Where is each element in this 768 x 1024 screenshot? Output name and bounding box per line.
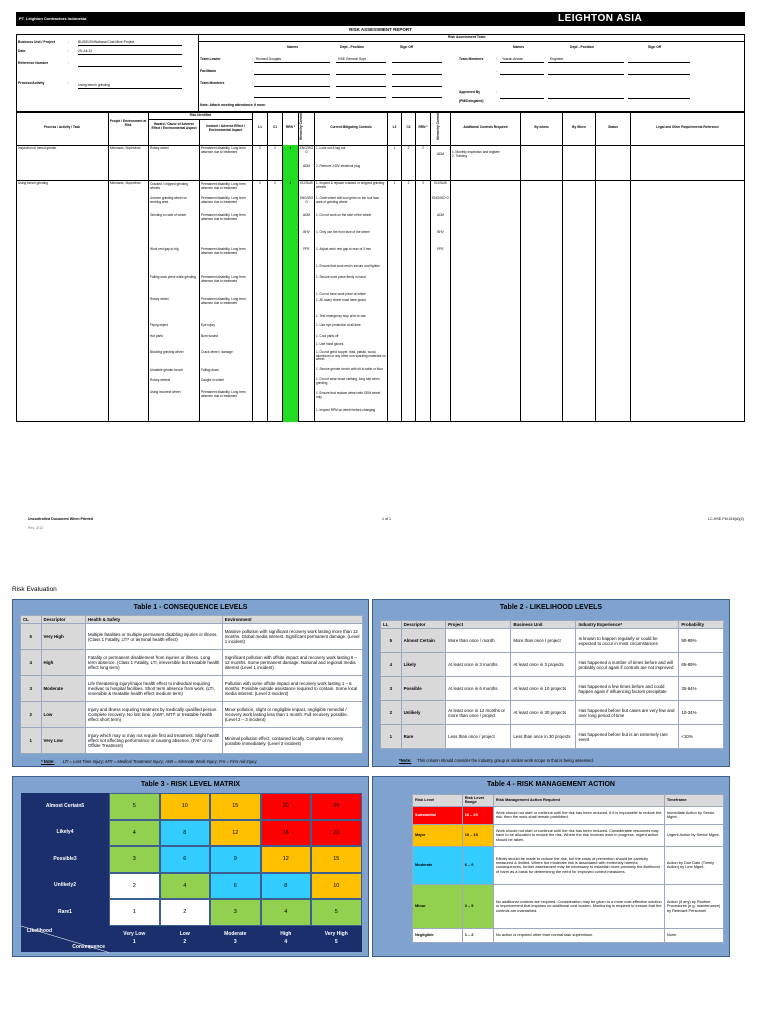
matrix-likelihood-label: Likely 4 — [21, 820, 109, 847]
table1-cell: 2 — [21, 702, 42, 728]
matrix-likelihood-label: Possible 3 — [21, 846, 109, 873]
table1-cell: Pollution with some offsite impact and recovery work lasting 1 – 6 months. Possible outside assistance required to contain. Some local media interest. (Level 2 incident) — [222, 676, 362, 702]
facilitator-label: Facilitator — [200, 69, 217, 73]
table1-cell: Minimal pollution effect, contained locally. Complete recovery possible immediately. (Level 3 incident) — [222, 728, 362, 754]
table1-cell: Injury and illness requiring treatment by medically qualified person. Complete recovery. No lost time. (AWI*, MTI* or treatable health effect short term) — [85, 702, 222, 728]
matrix-cell: 4 — [160, 873, 211, 900]
row2-hierarchy2: PPE — [437, 247, 444, 251]
table4-cell: Action by Due Date (Timely Action) by Line Mgmt. — [664, 846, 723, 884]
row2-hazard: Rotary wheel — [150, 297, 169, 301]
table2-cell: Rare — [401, 725, 446, 749]
business-unit-label: Business Unit / Project — [18, 40, 55, 44]
table1-header: Descriptor — [41, 616, 85, 624]
approved-label: Approved By — [459, 90, 481, 94]
table2-cell: At least once in 3 months — [446, 653, 511, 677]
row2-hazard: Flying object — [150, 323, 168, 327]
matrix-cell: 20 — [311, 820, 362, 847]
table2-cell: Almost Certain — [401, 629, 446, 653]
table1-cell: 5 — [21, 624, 42, 650]
hdr-hazard: Hazard / Cause of Adverse Effect / Environmental Aspect — [151, 122, 197, 130]
matrix-cell: 16 — [261, 820, 312, 847]
row2-rrn2: 2 — [422, 181, 424, 185]
table2-cell: At least once in 12 months or more than once / project — [446, 701, 511, 725]
footer-right: LC-HSE-FM-016(A)(2) — [708, 517, 744, 521]
row2-control: 1. Inspect & replace cracked or chipped grinding wheels — [316, 181, 385, 189]
table1-cell: Injury which may or may not require first aid treatment. Slight health effect not affecting performance or causing absence. (FAI* or no Offsite Treatment) — [85, 728, 222, 754]
col-dept: Dept - Position — [340, 45, 364, 49]
table3-matrix — [12, 776, 369, 957]
row2-hazard: Rotary wheels — [150, 378, 171, 382]
team-header: Risk Assessment Team — [448, 35, 486, 39]
table2-cell: Has happened before but cases are very few and over long period of time — [576, 701, 679, 725]
matrix-cell: 5 — [109, 793, 160, 820]
table2-cell: 10-34% — [679, 701, 724, 725]
col-names-2: Names — [513, 45, 525, 49]
hdr-process: Process / Activity / Task — [43, 125, 81, 129]
pm-label: (PM/Delegated) — [459, 99, 484, 103]
table2-header: LL — [381, 621, 402, 629]
table1-cell: Very High — [41, 624, 85, 650]
table1-row — [21, 650, 363, 676]
table1-header: CL — [21, 616, 42, 624]
row2-l2: 1 — [393, 181, 396, 185]
table1-cell: Minor pollution, slight or negligible impact, negligible remedial / recovery work lasting less than 1 month. Full recovery possible. (Level 2 – 3 incident) — [222, 702, 362, 728]
team-members-label-2: Team Members — [459, 57, 484, 61]
table1-row — [21, 624, 363, 650]
row2-c1: 2 — [274, 181, 276, 185]
table1-header: Health & Safety — [85, 616, 222, 624]
row2-control: 1. Ensure that replace wheel with OEM wheel only — [316, 391, 381, 399]
table2-note: *Note: This column should consider the industry group or similar work scope to that is being assessed. — [399, 758, 594, 763]
row1-control-2: 2. Remove 240V electrical plug — [316, 164, 361, 168]
row2-hazard: Grinding on side of wheel — [150, 213, 186, 217]
row2-hazard: Cracked / chipped grinding wheels — [150, 182, 188, 190]
table2-cell: Less than once / project — [446, 725, 511, 749]
row1-c2: 2 — [407, 146, 410, 150]
matrix-cell: 1 — [109, 899, 160, 926]
matrix-cell: 4 — [109, 820, 160, 847]
hdr-c1: C1 — [272, 125, 278, 129]
matrix-likelihood-label: Almost Certain 5 — [21, 793, 109, 820]
row2-hazard: Uneven grinding wheel on working area — [150, 196, 187, 204]
row2-hazard: Hot parts — [150, 334, 163, 338]
table2-grid — [380, 620, 724, 749]
table2-cell: 3 — [381, 677, 402, 701]
table4-cell: None — [664, 928, 723, 942]
table2-cell: At least once in 3 projects — [511, 653, 576, 677]
table1-cell: Life threatening injury/major health effect to individual requiring medivac to hospital facilities. Short term absence from work. (LTI, reversible & treatable health effect medium term) — [85, 676, 222, 702]
hdr-hierarchy-2: Hierarchy Control — [436, 113, 440, 140]
form-divider — [198, 41, 745, 42]
table2-row — [381, 629, 724, 653]
table4-header: Risk Level — [413, 795, 463, 807]
table4-cell: 16 – 25 — [462, 806, 493, 824]
row2-control: 1. Do not wear loose clothing, long hair when grinding — [316, 377, 380, 385]
table2-cell: At least once in 10 projects — [511, 677, 576, 701]
table2-cell: Has happened before but is an extremely rare event — [576, 725, 679, 749]
table1-cell: Multiple fatalities or multiple permanent disabling injuries or illness. (Class 1 Fatality, LTI* or terminal health effect) — [85, 624, 222, 650]
row2-hierarchy: ENG/ISO O — [299, 196, 314, 204]
section-title: Risk Evaluation — [12, 586, 57, 593]
table1-row — [21, 676, 363, 702]
date-label: Date — [18, 49, 26, 53]
col-sign: Sign Off — [400, 45, 414, 49]
table4-row — [413, 846, 724, 884]
table4-row — [413, 884, 724, 928]
matrix-corner — [21, 926, 109, 953]
table2-header: Industry Experience* — [576, 621, 679, 629]
table4-cell: No additional controls are required. Consideration may be given to a more cost-effective solution or improvement that imposes no additional cost burden. Monitoring is required to ensure that the controls are maintained. — [493, 884, 664, 928]
team-leader-name[interactable]: Richard Douglas — [256, 57, 282, 61]
row1-hierarchy2: ADM — [436, 152, 445, 156]
form-note: Note: Attach meeting attendance if more. — [200, 103, 267, 107]
table2-cell: 1 — [381, 725, 402, 749]
table2-cell: Has happened a number of times before and will probably occur again if controls are not improved — [576, 653, 679, 677]
table2-cell: More than once / month — [446, 629, 511, 653]
row2-incident: Permanent disability, Long term absence due to treatment — [201, 196, 246, 204]
table1-row — [21, 702, 363, 728]
matrix-cell: 15 — [210, 793, 261, 820]
row2-hierarchy: BHV — [303, 230, 310, 234]
risk-matrix-grid — [21, 793, 362, 953]
matrix-likelihood-label: Unlikely 2 — [21, 873, 109, 900]
table2-cell: 90-99% — [679, 629, 724, 653]
table4-cell: Urgent Action by Senior Mgmt. — [664, 824, 723, 846]
row2-incident: Permanent disability, Long term absence due to treatment — [201, 182, 246, 190]
row2-process: Using bench grinding — [18, 181, 48, 185]
hdr-risk-identified: Risk Identified — [189, 113, 212, 117]
hdr-additional: Additional Controls Required — [463, 125, 508, 129]
matrix-cell: 25 — [311, 793, 362, 820]
table1-header: Environment — [222, 616, 362, 624]
table2-header: Business Unit — [511, 621, 576, 629]
table2-cell: 5 — [381, 629, 402, 653]
member2-dept[interactable]: Engineer — [550, 57, 564, 61]
hdr-incident: Incident / Adverse Effect / Environmental Impact — [206, 124, 245, 132]
row2-hierarchy: ADM — [302, 213, 311, 217]
team-leader-label: Team Leader — [200, 57, 221, 61]
table4-cell: 10 – 15 — [462, 824, 493, 846]
table1-consequence — [12, 599, 369, 767]
row2-incident: Permanent disability, Long term absence due to treatment — [201, 247, 246, 255]
table3-title: Table 3 - RISK LEVEL MATRIX — [140, 781, 241, 788]
table4-header: Risk Level Range — [462, 795, 493, 807]
table4-cell: 1 – 2 — [462, 928, 493, 942]
report-title: RISK ASSESSMENT REPORT — [349, 27, 412, 32]
row2-control: 1. Inspect RPM on wheel before changing — [316, 408, 376, 412]
row2-rrn1: 4 — [289, 181, 292, 185]
table4-cell: 3 – 5 — [462, 884, 493, 928]
hdr-l1: L1 — [258, 125, 262, 129]
team-leader-dept[interactable]: HSE General Supt — [338, 57, 366, 61]
hdr-hierarchy: Hierarchy Control — [299, 113, 303, 140]
hdr-by-when: By When — [572, 125, 586, 129]
row2-incident: Falling down — [201, 368, 219, 372]
footer-left: Uncontrolled Document When Printed — [28, 517, 93, 521]
row2-control: 1. Grab wheel with tool grind on the tool face area of grinding wheel — [316, 196, 380, 204]
table2-cell: <10% — [679, 725, 724, 749]
row2-l1: 2 — [259, 181, 261, 185]
table1-cell: Significant pollution with offsite impact and recovery work lasting 6 – 12 months. Some permanent damage. National and regional media interest (Level 1 incident) — [222, 650, 362, 676]
row1-hierarchy-1: ENG/ISO O — [299, 146, 314, 154]
table1-cell: Moderate — [41, 676, 85, 702]
row2-incident: Caught in wheel — [201, 378, 224, 382]
matrix-consequence-label: Moderate 3 — [210, 926, 261, 953]
table1-cell: Low — [41, 702, 85, 728]
col-sign-2: Sign Off — [648, 45, 662, 49]
row2-control: 1. Only use the front face of the wheel — [316, 230, 370, 234]
row2-hierarchy: PPE — [303, 247, 310, 251]
hdr-by-whom: By whom — [534, 125, 549, 129]
matrix-cell: 15 — [311, 846, 362, 873]
member2-name[interactable]: Yosran Anwar — [502, 57, 523, 61]
logo-text: LEIGHTON ASIA — [558, 13, 643, 24]
row2-hierarchy2: ELI/SUB — [434, 181, 447, 185]
footer-rev: Rev. 2/12 — [28, 526, 44, 530]
table1-cell: 1 — [21, 728, 42, 754]
table2-cell: 65-89% — [679, 653, 724, 677]
table1-cell: Fatality or permanent disablement from injuries or illness. Long term absence. (Class 1 Fatality, LTI, irreversible but treatable health effect long term) — [85, 650, 222, 676]
row1-l1: 2 — [259, 146, 261, 150]
matrix-corner-consequence: Consequence — [72, 943, 105, 950]
row2-incident: Burn wound — [201, 334, 219, 338]
matrix-cell: 4 — [261, 899, 312, 926]
table4-cell: No action is required other than normal task supervision. — [493, 928, 664, 942]
table2-cell: Possible — [401, 677, 446, 701]
table2-cell: 2 — [381, 701, 402, 725]
team-members-label: Team Members — [200, 81, 225, 85]
table4-cell: Negligible — [413, 928, 463, 942]
table1-cell: Massive pollution with significant recovery work lasting more than 12 months. Global media interest. Significant permanent damage. (Level 1 incident) — [222, 624, 362, 650]
row2-hazard: Using incorrect wheel — [150, 390, 181, 394]
hdr-rrn1: RRN * — [285, 125, 296, 129]
table4-cell: Immediate Action by Senior Mgmt. — [664, 806, 723, 824]
matrix-corner-likelihood: Likelihood — [27, 927, 52, 934]
table2-row — [381, 701, 724, 725]
matrix-cell: 6 — [210, 873, 261, 900]
table1-note: * Note: LTI = Lost Time Injury; MTI = Medical Treatment Injury; AWI = Alternate Work Injury; FAI = First Aid Injury — [41, 759, 257, 764]
table2-cell: More than once / project — [511, 629, 576, 653]
table2-cell: At least once in 30 projects — [511, 701, 576, 725]
table1-row — [21, 728, 363, 754]
matrix-cell: 3 — [210, 899, 261, 926]
approved-field[interactable] — [500, 98, 544, 99]
table1-cell: 4 — [21, 650, 42, 676]
row1-people: Mechanic, Supervisor — [110, 146, 141, 150]
matrix-cell: 8 — [261, 873, 312, 900]
table2-cell: Has happened a few times before and could happen again if influencing factors precipitate — [576, 677, 679, 701]
matrix-cell: 2 — [109, 873, 160, 900]
row2-incident: Crack wheel / damage — [201, 350, 233, 354]
table2-row — [381, 653, 724, 677]
reference-field[interactable] — [78, 66, 182, 67]
row2-control: 1. Secure grinder bench with bit to table or floor — [316, 367, 383, 371]
col-dept-2: Dept - Position — [570, 45, 594, 49]
form-divider — [198, 34, 199, 112]
row2-control: 1. Do not work on the side of the wheel — [316, 213, 372, 217]
table4-header: Timeframe — [664, 795, 723, 807]
matrix-consequence-label: Low 2 — [160, 926, 211, 953]
row2-incident: Permanent disability, Long term absence due to treatment — [201, 390, 246, 398]
table2-cell: At least once in 6 months — [446, 677, 511, 701]
table2-title: Table 2 - LIKELIHOOD LEVELS — [499, 604, 603, 611]
table4-grid — [412, 794, 724, 943]
table4-cell: Substantial — [413, 806, 463, 824]
hdr-rrn2: RRN * — [418, 125, 428, 129]
row1-additional-1: 1. Monthly inspection and register — [452, 150, 500, 154]
table2-cell: 35-64% — [679, 677, 724, 701]
row2-control: 1. Test emergency stop prior to use — [316, 314, 366, 318]
row2-hazard: Blocking grinding wheel — [150, 350, 184, 354]
table4-title: Table 4 - RISK MANAGEMENT ACTION — [487, 781, 615, 788]
table2-cell: Is known to happen regularly or could be expected to occur in most circumstances — [576, 629, 679, 653]
table2-cell: 4 — [381, 653, 402, 677]
table1-title: Table 1 - CONSEQUENCE LEVELS — [133, 604, 248, 611]
page: PT. Leighton Contractors Indonesia LEIGHTON ASIA RISK ASSESSMENT REPORT Business Unit / Project : BU/DE/20/Wahana Coal Mine Project Date : 29-Jul-12 Reference Number : Process/Activity : Using bench grinding Risk Assessment Team Names Dept - Position Sign Off Names Dept - Position Sign Off Team Leader : Richard Douglas HSE General Supt Facilitator : Team Members : Team Members : Yosran Anwar Engineer - Approved By : (PM/Delegated) Note: Attach meeting attendance if more. Process / Activity / Task People / Environment at Risk Risk Identified Hazard / Cause of Adverse Effect / Environmental Aspect Incident / Adverse Effect / Environmental Impact L1 C1 RRN * Hierarchy Control Current Mitigating Controls L2 C2 RRN * Hierarchy Control Additional Controls Required By whom By When Status Legal and Other Requirements Reference Inspection of bench grinder Mechanic, Supervisor Rotary wheel Permanent disability, Long term absence due to treatment 2 2 4 ENG/ISO O ADM 1. Lock out & tag out 2. Remove 240V electrical plug 1 2 2 ADM 1. Monthly inspection and register 2. Training Using bench grinding Mechanic, Supervisor 2 2 4 1 2 2 Cracked / chipped grinding wheels Permanent disability, Long term absence due to treatment Uneven grinding wheel on working area Permanent disability, Long term absence due to treatment Grinding on side of wheel Permanent disability, Long term absence due to treatment Work rest gap to big Permanent disability, Long term absence due to treatment Falling work piece while grinding Permanent disability, Long term absence due to treatment Rotary wheel Permanent disability, Long term absence due to treatment Flying object Eye injury Hot parts Burn wound Blocking grinding wheel Crack wheel / damage Unstable grinder bench Falling down Rotary wheels Caught in wheel Using incorrect wheel Permanent disability, Long term absence due to treatment ELI/SUB ENG/ISO O ADM BHV PPE ELI/SUB ENG/ISO O ADM BHV PPE 1. Inspect & replace cracked or chipped grinding wheels 1. Grab wheel with tool grind on the tool face area of grinding wheel 1. Do not work on the side of the wheel 1. Only use the front face of the wheel 1. Adjust work rest gap to max of 3 mm 1. Ensure that work rest is secure and tighten 1. Secure work piece firmly in hand 1. Do not force work piece at wheel 1. All rotary wheel must have guard 1. Test emergency stop prior to use 1. Use eye protection at all time 1. Cool parts off 1. Use hand gloves 1. Do not grind copper, lead, plastic, wood, aluminium or any other non sparking materials on wheel 1. Secure grinder bench with bit to table or floor 1. Do not wear loose clothing, long hair when grinding 1. Ensure that replace wheel with OEM wheel only 1. Inspect RPM on wheel before changing Uncontrolled Document When Printed 1 of 1 LC-HSE-FM-016(A)(2) Rev. 2/12 Risk Evaluation Table 1 - CONSEQUENCE LEVELS CL Descriptor Health & Safety Environment 5 Very High Multiple fatalities or multiple permanent disabling injuries or illness. (Class 1 Fatality, LTI* or terminal health effect) Massive pollution with significant recovery work lasting more than 12 months. Global media interest. Significant permanent damage. (Level 1 incident) 4 High Fatality or permanent disablement from injuries or illness. Long term absence. (Class 1 Fatality, LTI, irreversible but treatable health effect long term) Significant pollution with offsite impact and recovery work lasting 6 – 12 months. Some permanent damage. National and regional media interest (Level 1 incident) 3 Moderate Life threatening injury/major health effect to individual requiring medivac to hospital facilities. Short term absence from work. (LTI, reversible & treatable health effect medium term) Pollution with some offsite impact and recovery work lasting 1 – 6 months. Possible outside assistance required to contain. Some local media interest. (Level 2 incident) 2 Low Injury and illness requiring treatment by medically qualified person. Complete recovery. No lost time. (AWI*, MTI* or treatable health effect short term) Minor pollution, slight or negligible impact, negligible remedial / recovery work lasting less than 1 month. Full recovery possible. (Level 2 – 3 incident) 1 Very Low Injury which may or may not require first aid treatment. Slight health effect not affecting performance or causing absence. (FAI* or no Offsite Treatment) Minimal pollution effect, contained locally. Complete recovery possible immediately. (Level 3 incident) * Note: LTI = Lost Time Injury; MTI = Medical Treatment Injury; AWI = Alternate Work Injury; FAI = First Aid Injury Table 2 - LIKELIHOOD LEVELS LL Descriptor Project Business Unit Industry Experience* Probability 5 Almost Certain More than once / month More than once / project Is known to happen regularly or could be expected to occur in most circumstances 90-99% 4 Likely At least once in 3 months At least once in 3 projects Has happened a number of times before and will probably occur again if controls are not improved 65-89% 3 Possible At least once in 6 months At least once in 10 projects Has happened a few times before and could happen again if influencing factors precipitate 35-64% 2 Unlikely At least once in 12 months or more than once / project At least once in 30 projects Has happened before but cases are very few and over long period of time 10-34% 1 Rare Less than once / project Less than once in 30 projects Has happened before but is an extremely rare event <10% *Note: This column should consider the industry group or similar work scope to that is being assessed. Table 3 - RISK LEVEL MATRIX Almost Certain 5 5 10 15 20 25 Likely 4 4 8 12 16 20 Possible 3 3 6 9 12 15 Unlikely 2 2 4 6 8 10 Rare 1 1 2 3 4 5 Likelihood Consequence Very Low 1 Low 2 Moderate 3 High 4 Very High 5 Table 4 - RISK MANAGEMENT ACTION Risk Level Risk Level Range Risk Management Action Required Timeframe Substantial 16 – 25 Work should not start or continue until the risk has been reduced. If it is impossible to reduce the risk, then the work shall remain prohibited. Immediate Action by Senior Mgmt. Major 10 – 15 Work should not start or continue until the risk has been reduced. Considerable resources may have to be allocated to reduce the risk. Where the risk involves work in progress, urgent action should be taken. Urgent Action by Senior Mgmt. Moderate 6 – 9 Efforts should be made to reduce the risk, but the costs of prevention should be carefully measured & limited. Where the moderate risk is associated with extremely harmful consequences, further assessment may be necessary to establish more precisely the likelihood of harm as a basis for determining the need for improved control measures. Action by Due Date (Timely Action) by Line Mgmt. Minor 3 – 5 No additional controls are required. Consideration may be given to a more cost-effective solution or improvement that imposes no additional cost burden. Monitoring is required to ensure that the controls are maintained. Action (if any) by Routine Procedures (e.g. maintenance) by Relevant Personnel Negligible 1 – 2 No action is required other than normal task supervision. None — [0, 0, 768, 1024]
date-value[interactable]: 29-Jul-12 — [78, 49, 93, 53]
table2-cell: Unlikely — [401, 701, 446, 725]
company-logo — [558, 12, 642, 26]
matrix-cell: 12 — [210, 820, 261, 847]
row2-control: 1. Cool parts off — [316, 334, 339, 338]
matrix-cell: 10 — [160, 793, 211, 820]
row2-control: 1. Use eye protection at all time — [316, 323, 361, 327]
row2-hierarchy2: BHV — [437, 230, 444, 234]
table4-cell: Major — [413, 824, 463, 846]
table4-action — [372, 776, 730, 957]
process-label: Process/Activity — [18, 81, 45, 85]
row2-incident: Permanent disability, Long term absence due to treatment — [201, 213, 246, 221]
row2-control: 1. Adjust work rest gap to max of 3 mm — [316, 247, 372, 251]
row2-control: 1. Secure work piece firmly in hand — [316, 275, 366, 279]
row2-incident: Permanent disability, Long term absence due to treatment — [201, 297, 246, 305]
matrix-cell: 12 — [261, 846, 312, 873]
matrix-cell: 3 — [109, 846, 160, 873]
table4-row — [413, 806, 724, 824]
table2-cell: Likely — [401, 653, 446, 677]
row2-control: 1. Use hand gloves — [316, 342, 344, 346]
table4-cell: 6 – 9 — [462, 846, 493, 884]
hdr-people: People / Environment at Risk — [109, 119, 147, 127]
matrix-consequence-label: High 4 — [261, 926, 312, 953]
rrn-highlight — [283, 145, 298, 422]
row2-incident: Eye injury — [201, 323, 215, 327]
table2-header: Descriptor — [401, 621, 446, 629]
reference-label: Reference Number — [18, 61, 49, 65]
row2-control: 1. Do not grind copper, lead, plastic, wood, aluminium or any other non sparking materials on wheel — [316, 350, 386, 362]
row1-additional-2: 2. Training — [452, 154, 467, 158]
table4-header: Risk Management Action Required — [493, 795, 664, 807]
row1-incident: Permanent disability, Long term absence due to treatment — [201, 146, 246, 154]
row2-hazard: Falling work piece while grinding — [150, 275, 196, 279]
matrix-consequence-label: Very High 5 — [311, 926, 362, 953]
matrix-cell: 9 — [210, 846, 261, 873]
row1-c1: 2 — [274, 146, 276, 150]
matrix-cell: 6 — [160, 846, 211, 873]
process-value[interactable]: Using bench grinding — [78, 83, 110, 87]
row1-rrn1: 4 — [289, 146, 292, 150]
row2-c2: 2 — [407, 181, 410, 185]
matrix-cell: 2 — [160, 899, 211, 926]
matrix-cell: 5 — [311, 899, 362, 926]
table4-cell: Moderate — [413, 846, 463, 884]
row2-hierarchy: ELI/SUB — [300, 181, 313, 185]
col-names: Names — [287, 45, 299, 49]
matrix-cell: 8 — [160, 820, 211, 847]
row2-hazard: Unstable grinder bench — [150, 368, 183, 372]
table2-cell: Less than once in 30 projects — [511, 725, 576, 749]
row1-rrn2: 2 — [422, 146, 424, 150]
table2-row — [381, 677, 724, 701]
matrix-likelihood-label: Rare 1 — [21, 899, 109, 926]
footer-center: 1 of 1 — [382, 517, 391, 521]
row1-process: Inspection of bench grinder — [18, 146, 57, 150]
table4-row — [413, 824, 724, 846]
row1-hierarchy-2: ADM — [302, 164, 311, 168]
table4-row — [413, 928, 724, 942]
table1-cell: High — [41, 650, 85, 676]
row1-control-1: 1. Lock out & tag out — [316, 146, 346, 150]
table1-cell: 3 — [21, 676, 42, 702]
hdr-c2: C2 — [406, 125, 411, 129]
table4-cell: Action (if any) by Routine Procedures (e.g. maintenance) by Relevant Personnel — [664, 884, 723, 928]
matrix-consequence-label: Very Low 1 — [109, 926, 160, 953]
facilitator-field[interactable] — [254, 74, 330, 75]
row2-control: 1. Ensure that work rest is secure and tighten — [316, 264, 380, 268]
table2-header: Probability — [679, 621, 724, 629]
table4-cell: Work should not start or continue until the risk has been reduced. If it is impossible to reduce the risk, then the work shall remain prohibited. — [493, 806, 664, 824]
table2-row — [381, 725, 724, 749]
row2-control: 1. Do not force work piece at wheel — [316, 292, 366, 296]
hdr-status: Status — [608, 125, 618, 129]
hdr-l2: L2 — [392, 125, 397, 129]
table4-cell: Minor — [413, 884, 463, 928]
row2-hazard: Work rest gap to big — [150, 247, 179, 251]
row2-people: Mechanic, Supervisor — [110, 181, 141, 185]
hdr-legal: Legal and Other Requirements Reference — [656, 125, 719, 129]
row1-hazard: Rotary wheel — [150, 146, 169, 150]
table4-cell: Work should not start or continue until the risk has been reduced. Considerable resources may have to be allocated to reduce the risk. Where the risk involves work in progress, urgent action should be taken. — [493, 824, 664, 846]
row2-hierarchy2: ADM — [436, 213, 445, 217]
row2-incident: Permanent disability, Long term absence due to treatment — [201, 275, 246, 283]
table4-cell: Efforts should be made to reduce the risk, but the costs of prevention should be carefully measured & limited. Where the moderate risk is associated with extremely harmful consequences, further assessment may be necessary to establish more precisely the likelihood of harm as a basis for determining the need for improved control measures. — [493, 846, 664, 884]
table1-cell: Very Low — [41, 728, 85, 754]
table2-likelihood — [372, 599, 730, 767]
matrix-cell: 10 — [311, 873, 362, 900]
matrix-cell: 20 — [261, 793, 312, 820]
company-name: PT. Leighton Contractors Indonesia — [19, 16, 87, 21]
row2-control: 1. All rotary wheel must have guard — [316, 298, 366, 302]
business-unit-value[interactable]: BU/DE/20/Wahana Coal Mine Project — [78, 40, 135, 44]
hdr-current: Current Mitigating Controls — [330, 125, 372, 129]
row1-l2: 1 — [393, 146, 396, 150]
table1-grid — [20, 615, 363, 754]
row2-hierarchy2: ENG/ISO O — [432, 196, 449, 200]
table2-header: Project — [446, 621, 511, 629]
